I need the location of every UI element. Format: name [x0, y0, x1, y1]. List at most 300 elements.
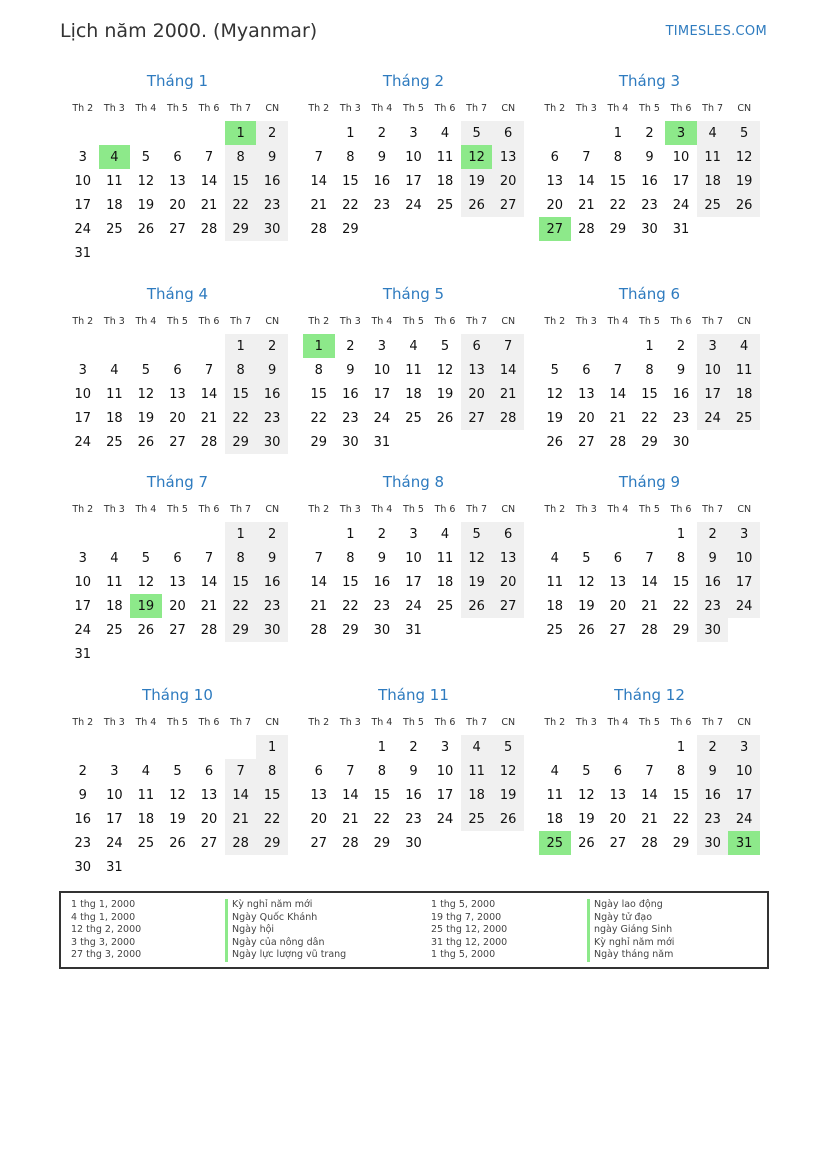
empty-cell [461, 831, 493, 855]
day-cell: 8 [225, 546, 257, 570]
empty-cell [256, 642, 288, 666]
day-cell: 23 [256, 406, 288, 430]
weekday-header: CN [492, 98, 524, 120]
day-cell: 10 [74, 574, 92, 590]
day-cell: 31 [106, 859, 123, 875]
weekday-header: Th 6 [429, 311, 461, 333]
day-cell: 19 [461, 570, 493, 594]
weekday-header: Th 2 [303, 712, 335, 734]
day-cell: 24 [728, 594, 760, 618]
day-cell: 19 [492, 783, 524, 807]
empty-cell [461, 618, 493, 642]
day-cell: 29 [310, 434, 328, 450]
day-cell: 20 [310, 811, 328, 827]
empty-cell [67, 521, 99, 547]
holiday-name: Ngày lực lượng vũ trang [232, 949, 347, 961]
empty-cell [461, 217, 493, 241]
weekday-header: Th 7 [697, 311, 729, 333]
day-cell: 12 [137, 386, 155, 402]
day-cell: 16 [373, 574, 391, 590]
weekday-header: CN [728, 712, 760, 734]
day-cell: 12 [578, 787, 595, 803]
day-cell: 12 [728, 145, 760, 169]
day-cell: 13 [169, 574, 186, 590]
weekday-header: CN [492, 712, 524, 734]
day-cell: 6 [204, 763, 214, 779]
weekday-header: Th 6 [193, 712, 225, 734]
weekday-header: Th 3 [571, 499, 603, 521]
day-cell: 15 [225, 382, 257, 406]
day-cell: 25 [106, 622, 123, 638]
month-title: Tháng 6 [618, 285, 681, 303]
holiday-name: Kỳ nghỉ năm mới [232, 899, 313, 910]
day-cell: 26 [492, 807, 524, 831]
day-cell: 22 [609, 197, 627, 213]
day-cell: 26 [728, 193, 760, 217]
day-cell: 23 [641, 197, 658, 213]
day-cell: 16 [256, 382, 288, 406]
day-cell: 4 [728, 333, 760, 359]
day-cell: 24 [106, 835, 123, 851]
holiday-name: Ngày lao động [594, 899, 663, 910]
empty-cell [162, 120, 194, 146]
day-cell: 4 [110, 362, 119, 378]
day-cell: 31 [74, 245, 92, 261]
day-cell: 23 [697, 594, 729, 618]
day-cell: 17 [728, 570, 760, 594]
weekday-header: CN [728, 311, 760, 333]
day-cell: 3 [697, 333, 729, 359]
day-cell: 2 [634, 120, 666, 146]
day-cell: 2 [256, 120, 288, 146]
day-cell: 10 [728, 546, 760, 570]
day-cell: 15 [225, 169, 257, 193]
day-cell: 8 [377, 763, 387, 779]
day-cell: 8 [225, 145, 257, 169]
day-cell: 1 [256, 734, 288, 760]
legend-left-names [225, 899, 346, 962]
day-cell: 13 [609, 787, 627, 803]
day-cell: 26 [461, 594, 493, 618]
empty-cell [602, 521, 634, 547]
day-cell: 27 [310, 835, 328, 851]
month-title: Tháng 3 [618, 72, 681, 90]
day-cell: 16 [342, 386, 359, 402]
day-cell: 1 [602, 120, 634, 146]
day-cell: 24 [728, 807, 760, 831]
day-cell: 22 [373, 811, 391, 827]
weekday-header: Th 7 [697, 499, 729, 521]
day-cell: 20 [492, 570, 524, 594]
day-cell: 2 [256, 333, 288, 359]
month-title: Tháng 5 [382, 285, 445, 303]
day-cell: 28 [641, 835, 658, 851]
empty-cell [162, 333, 194, 359]
day-cell: 1 [225, 120, 257, 146]
day-cell: 25 [106, 221, 123, 237]
day-cell: 18 [137, 811, 155, 827]
empty-cell [99, 333, 131, 359]
holiday-date: 1 thg 1, 2000 [71, 899, 136, 910]
day-cell: 1 [665, 521, 697, 547]
day-cell: 2 [366, 120, 398, 146]
weekday-header: Th 4 [130, 311, 162, 333]
day-cell: 8 [645, 362, 654, 378]
weekday-header: Th 6 [665, 712, 697, 734]
weekday-header: Th 3 [571, 712, 603, 734]
day-cell: 13 [200, 787, 218, 803]
day-cell: 23 [373, 598, 391, 614]
day-cell: 6 [492, 521, 524, 547]
day-cell: 17 [728, 783, 760, 807]
day-cell: 1 [225, 333, 257, 359]
weekday-header: Th 4 [602, 311, 634, 333]
day-cell: 13 [578, 386, 595, 402]
weekday-header: Th 4 [602, 499, 634, 521]
day-cell: 30 [672, 434, 690, 450]
holiday-date: 19 thg 7, 2000 [431, 911, 502, 923]
day-cell: 6 [613, 763, 623, 779]
weekday-header: Th 3 [99, 499, 131, 521]
weekday-header: Th 5 [634, 499, 666, 521]
day-cell: 30 [697, 618, 729, 642]
day-cell: 10 [405, 149, 422, 165]
day-cell: 5 [461, 120, 493, 146]
day-cell: 27 [169, 622, 186, 638]
holiday-name: Ngày Quốc Khánh [232, 911, 318, 923]
day-cell: 28 [200, 434, 218, 450]
day-cell: 18 [546, 811, 564, 827]
weekday-header: Th 2 [67, 499, 99, 521]
day-cell: 19 [461, 169, 493, 193]
day-cell: 25 [405, 410, 422, 426]
day-cell: 30 [74, 859, 92, 875]
day-cell: 11 [137, 787, 155, 803]
day-cell: 28 [200, 622, 218, 638]
day-cell: 6 [314, 763, 323, 779]
day-cell: 7 [645, 763, 654, 779]
day-cell: 12 [137, 574, 155, 590]
day-cell: 8 [346, 550, 355, 566]
day-cell: 26 [578, 835, 595, 851]
day-cell: 23 [373, 197, 391, 213]
day-cell: 24 [74, 622, 92, 638]
day-cell: 5 [582, 550, 591, 566]
day-cell: 11 [546, 787, 564, 803]
month-title: Tháng 4 [146, 285, 209, 303]
day-cell: 24 [405, 197, 422, 213]
empty-cell [429, 217, 461, 241]
empty-cell [130, 734, 162, 760]
empty-cell [492, 430, 524, 454]
day-cell: 22 [225, 406, 257, 430]
day-cell: 15 [672, 574, 690, 590]
empty-cell [492, 618, 524, 642]
empty-cell [539, 521, 571, 547]
day-cell: 16 [256, 169, 288, 193]
empty-cell [602, 734, 634, 760]
weekday-header: Th 7 [225, 712, 257, 734]
holiday-name: ngày Giáng Sinh [594, 924, 673, 936]
weekday-header: Th 5 [398, 311, 430, 333]
day-cell: 25 [137, 835, 155, 851]
day-cell: 23 [697, 807, 729, 831]
month-table [303, 712, 524, 855]
weekday-header: Th 7 [225, 311, 257, 333]
holiday-date: 1 thg 5, 2000 [431, 899, 496, 910]
day-cell: 16 [697, 570, 729, 594]
day-cell: 20 [200, 811, 218, 827]
weekday-header: CN [256, 499, 288, 521]
holiday-date: 1 thg 5, 2000 [431, 949, 496, 961]
weekday-header: Th 4 [366, 311, 398, 333]
day-cell: 28 [492, 406, 524, 430]
weekday-header: Th 6 [429, 98, 461, 120]
holiday-name: Ngày của nông dân [232, 936, 325, 948]
day-cell: 26 [137, 221, 155, 237]
day-cell: 30 [641, 221, 658, 237]
day-cell: 24 [436, 811, 454, 827]
weekday-header: Th 4 [366, 98, 398, 120]
day-cell: 29 [342, 221, 359, 237]
day-cell: 16 [74, 811, 92, 827]
day-cell: 5 [141, 550, 151, 566]
day-cell: 25 [436, 598, 454, 614]
day-cell: 20 [169, 598, 186, 614]
legend-right-names [587, 899, 674, 962]
holiday-date: 4 thg 1, 2000 [71, 911, 136, 923]
month-table [67, 499, 288, 666]
day-cell: 12 [169, 787, 186, 803]
day-cell: 21 [200, 197, 218, 213]
day-cell: 5 [173, 763, 182, 779]
empty-cell [429, 831, 461, 855]
day-cell: 29 [225, 618, 257, 642]
weekday-header: Th 6 [665, 98, 697, 120]
day-cell: 21 [310, 598, 328, 614]
month-table [67, 311, 288, 454]
day-cell: 12 [492, 759, 524, 783]
empty-cell [461, 430, 493, 454]
day-cell: 6 [492, 120, 524, 146]
day-cell: 22 [672, 811, 690, 827]
day-cell: 27 [461, 406, 493, 430]
day-cell: 22 [672, 598, 690, 614]
holiday-name: Ngày hội [232, 924, 275, 936]
weekday-header: Th 4 [602, 98, 634, 120]
day-cell: 10 [74, 173, 92, 189]
day-cell: 30 [256, 430, 288, 454]
weekday-header: Th 4 [130, 98, 162, 120]
weekday-header: Th 7 [697, 712, 729, 734]
day-cell: 9 [697, 546, 729, 570]
day-cell: 21 [641, 598, 658, 614]
day-cell: 14 [310, 173, 328, 189]
weekday-header: Th 5 [162, 311, 194, 333]
day-cell: 7 [645, 550, 654, 566]
day-cell: 12 [461, 145, 493, 169]
holiday-date: 25 thg 12, 2000 [431, 924, 508, 936]
weekday-header: Th 5 [398, 499, 430, 521]
day-cell: 11 [697, 145, 729, 169]
empty-cell [303, 120, 335, 146]
day-cell: 29 [672, 622, 690, 638]
empty-cell [539, 333, 571, 359]
empty-cell [99, 241, 131, 265]
day-cell: 6 [582, 362, 591, 378]
day-cell: 12 [137, 173, 155, 189]
empty-cell [225, 642, 257, 666]
empty-cell [162, 642, 194, 666]
weekday-header: Th 4 [130, 712, 162, 734]
day-cell: 13 [546, 173, 564, 189]
day-cell: 4 [461, 734, 493, 760]
day-cell: 6 [461, 333, 493, 359]
weekday-header: Th 5 [398, 712, 430, 734]
day-cell: 25 [106, 434, 123, 450]
holiday-date: 31 thg 12, 2000 [431, 936, 508, 948]
day-cell: 17 [74, 197, 92, 213]
day-cell: 1 [303, 333, 335, 359]
day-cell: 23 [672, 410, 690, 426]
day-cell: 30 [342, 434, 359, 450]
weekday-header: Th 7 [461, 311, 493, 333]
day-cell: 31 [373, 434, 391, 450]
empty-cell [130, 855, 162, 879]
empty-cell [634, 734, 666, 760]
brand-link[interactable]: TIMESLES.COM [665, 24, 767, 39]
day-cell: 3 [728, 734, 760, 760]
day-cell: 6 [173, 362, 182, 378]
weekday-header: Th 5 [634, 712, 666, 734]
empty-cell [697, 430, 729, 454]
day-cell: 31 [728, 831, 760, 855]
day-cell: 15 [256, 783, 288, 807]
day-cell: 1 [634, 333, 666, 359]
weekday-header: Th 2 [539, 712, 571, 734]
day-cell: 16 [697, 783, 729, 807]
day-cell: 16 [373, 173, 391, 189]
day-cell: 2 [256, 521, 288, 547]
day-cell: 26 [436, 410, 454, 426]
day-cell: 2 [697, 521, 729, 547]
holiday-name: Ngày tử đạo [594, 911, 653, 923]
weekday-header: Th 5 [162, 98, 194, 120]
weekday-header: Th 2 [539, 98, 571, 120]
day-cell: 3 [728, 521, 760, 547]
weekday-header: Th 3 [571, 98, 603, 120]
day-cell: 20 [461, 382, 493, 406]
day-cell: 19 [728, 169, 760, 193]
day-cell: 5 [141, 149, 151, 165]
empty-cell [99, 642, 131, 666]
day-cell: 9 [256, 358, 288, 382]
empty-cell [193, 333, 225, 359]
day-cell: 24 [697, 406, 729, 430]
day-cell: 3 [398, 521, 430, 547]
day-cell: 20 [578, 410, 595, 426]
day-cell: 29 [373, 835, 391, 851]
day-cell: 4 [429, 521, 461, 547]
day-cell: 10 [74, 386, 92, 402]
day-cell: 24 [373, 410, 391, 426]
month-table [539, 712, 760, 855]
empty-cell [67, 734, 99, 760]
day-cell: 12 [578, 574, 595, 590]
day-cell: 14 [310, 574, 328, 590]
day-cell: 7 [225, 759, 257, 783]
empty-cell [162, 521, 194, 547]
day-cell: 21 [609, 410, 627, 426]
day-cell: 18 [106, 197, 123, 213]
day-cell: 15 [310, 386, 328, 402]
day-cell: 17 [405, 173, 422, 189]
day-cell: 2 [366, 521, 398, 547]
day-cell: 5 [728, 120, 760, 146]
page-title: Lịch năm 2000. (Myanmar) [60, 20, 318, 42]
empty-cell [99, 521, 131, 547]
day-cell: 4 [550, 763, 559, 779]
weekday-header: Th 2 [67, 712, 99, 734]
day-cell: 8 [346, 149, 355, 165]
weekday-header: Th 2 [303, 311, 335, 333]
day-cell: 4 [697, 120, 729, 146]
day-cell: 28 [578, 221, 595, 237]
day-cell: 13 [169, 173, 186, 189]
day-cell: 21 [342, 811, 359, 827]
empty-cell [130, 241, 162, 265]
day-cell: 13 [169, 386, 186, 402]
day-cell: 3 [78, 550, 87, 566]
day-cell: 25 [461, 807, 493, 831]
weekday-header: Th 4 [602, 712, 634, 734]
day-cell: 14 [609, 386, 627, 402]
day-cell: 21 [641, 811, 658, 827]
day-cell: 27 [169, 221, 186, 237]
day-cell: 24 [74, 221, 92, 237]
day-cell: 5 [550, 362, 559, 378]
day-cell: 24 [74, 434, 92, 450]
weekday-header: Th 7 [461, 98, 493, 120]
day-cell: 27 [609, 622, 627, 638]
weekday-header: Th 7 [225, 499, 257, 521]
day-cell: 1 [335, 120, 367, 146]
day-cell: 11 [405, 362, 422, 378]
holiday-date: 12 thg 2, 2000 [71, 924, 142, 936]
empty-cell [193, 734, 225, 760]
empty-cell [225, 855, 257, 879]
day-cell: 29 [609, 221, 627, 237]
holiday-date: 27 thg 3, 2000 [71, 949, 142, 961]
day-cell: 14 [200, 386, 218, 402]
day-cell: 8 [613, 149, 623, 165]
day-cell: 23 [405, 811, 422, 827]
day-cell: 18 [436, 173, 454, 189]
day-cell: 17 [74, 410, 92, 426]
empty-cell [130, 333, 162, 359]
day-cell: 24 [672, 197, 690, 213]
day-cell: 30 [405, 835, 422, 851]
day-cell: 19 [130, 594, 162, 618]
day-cell: 8 [314, 362, 323, 378]
day-cell: 3 [665, 120, 697, 146]
day-cell: 2 [697, 734, 729, 760]
day-cell: 27 [169, 434, 186, 450]
day-cell: 22 [225, 594, 257, 618]
day-cell: 22 [342, 598, 359, 614]
weekday-header: Th 5 [162, 499, 194, 521]
holiday-date: 3 thg 3, 2000 [71, 936, 136, 948]
